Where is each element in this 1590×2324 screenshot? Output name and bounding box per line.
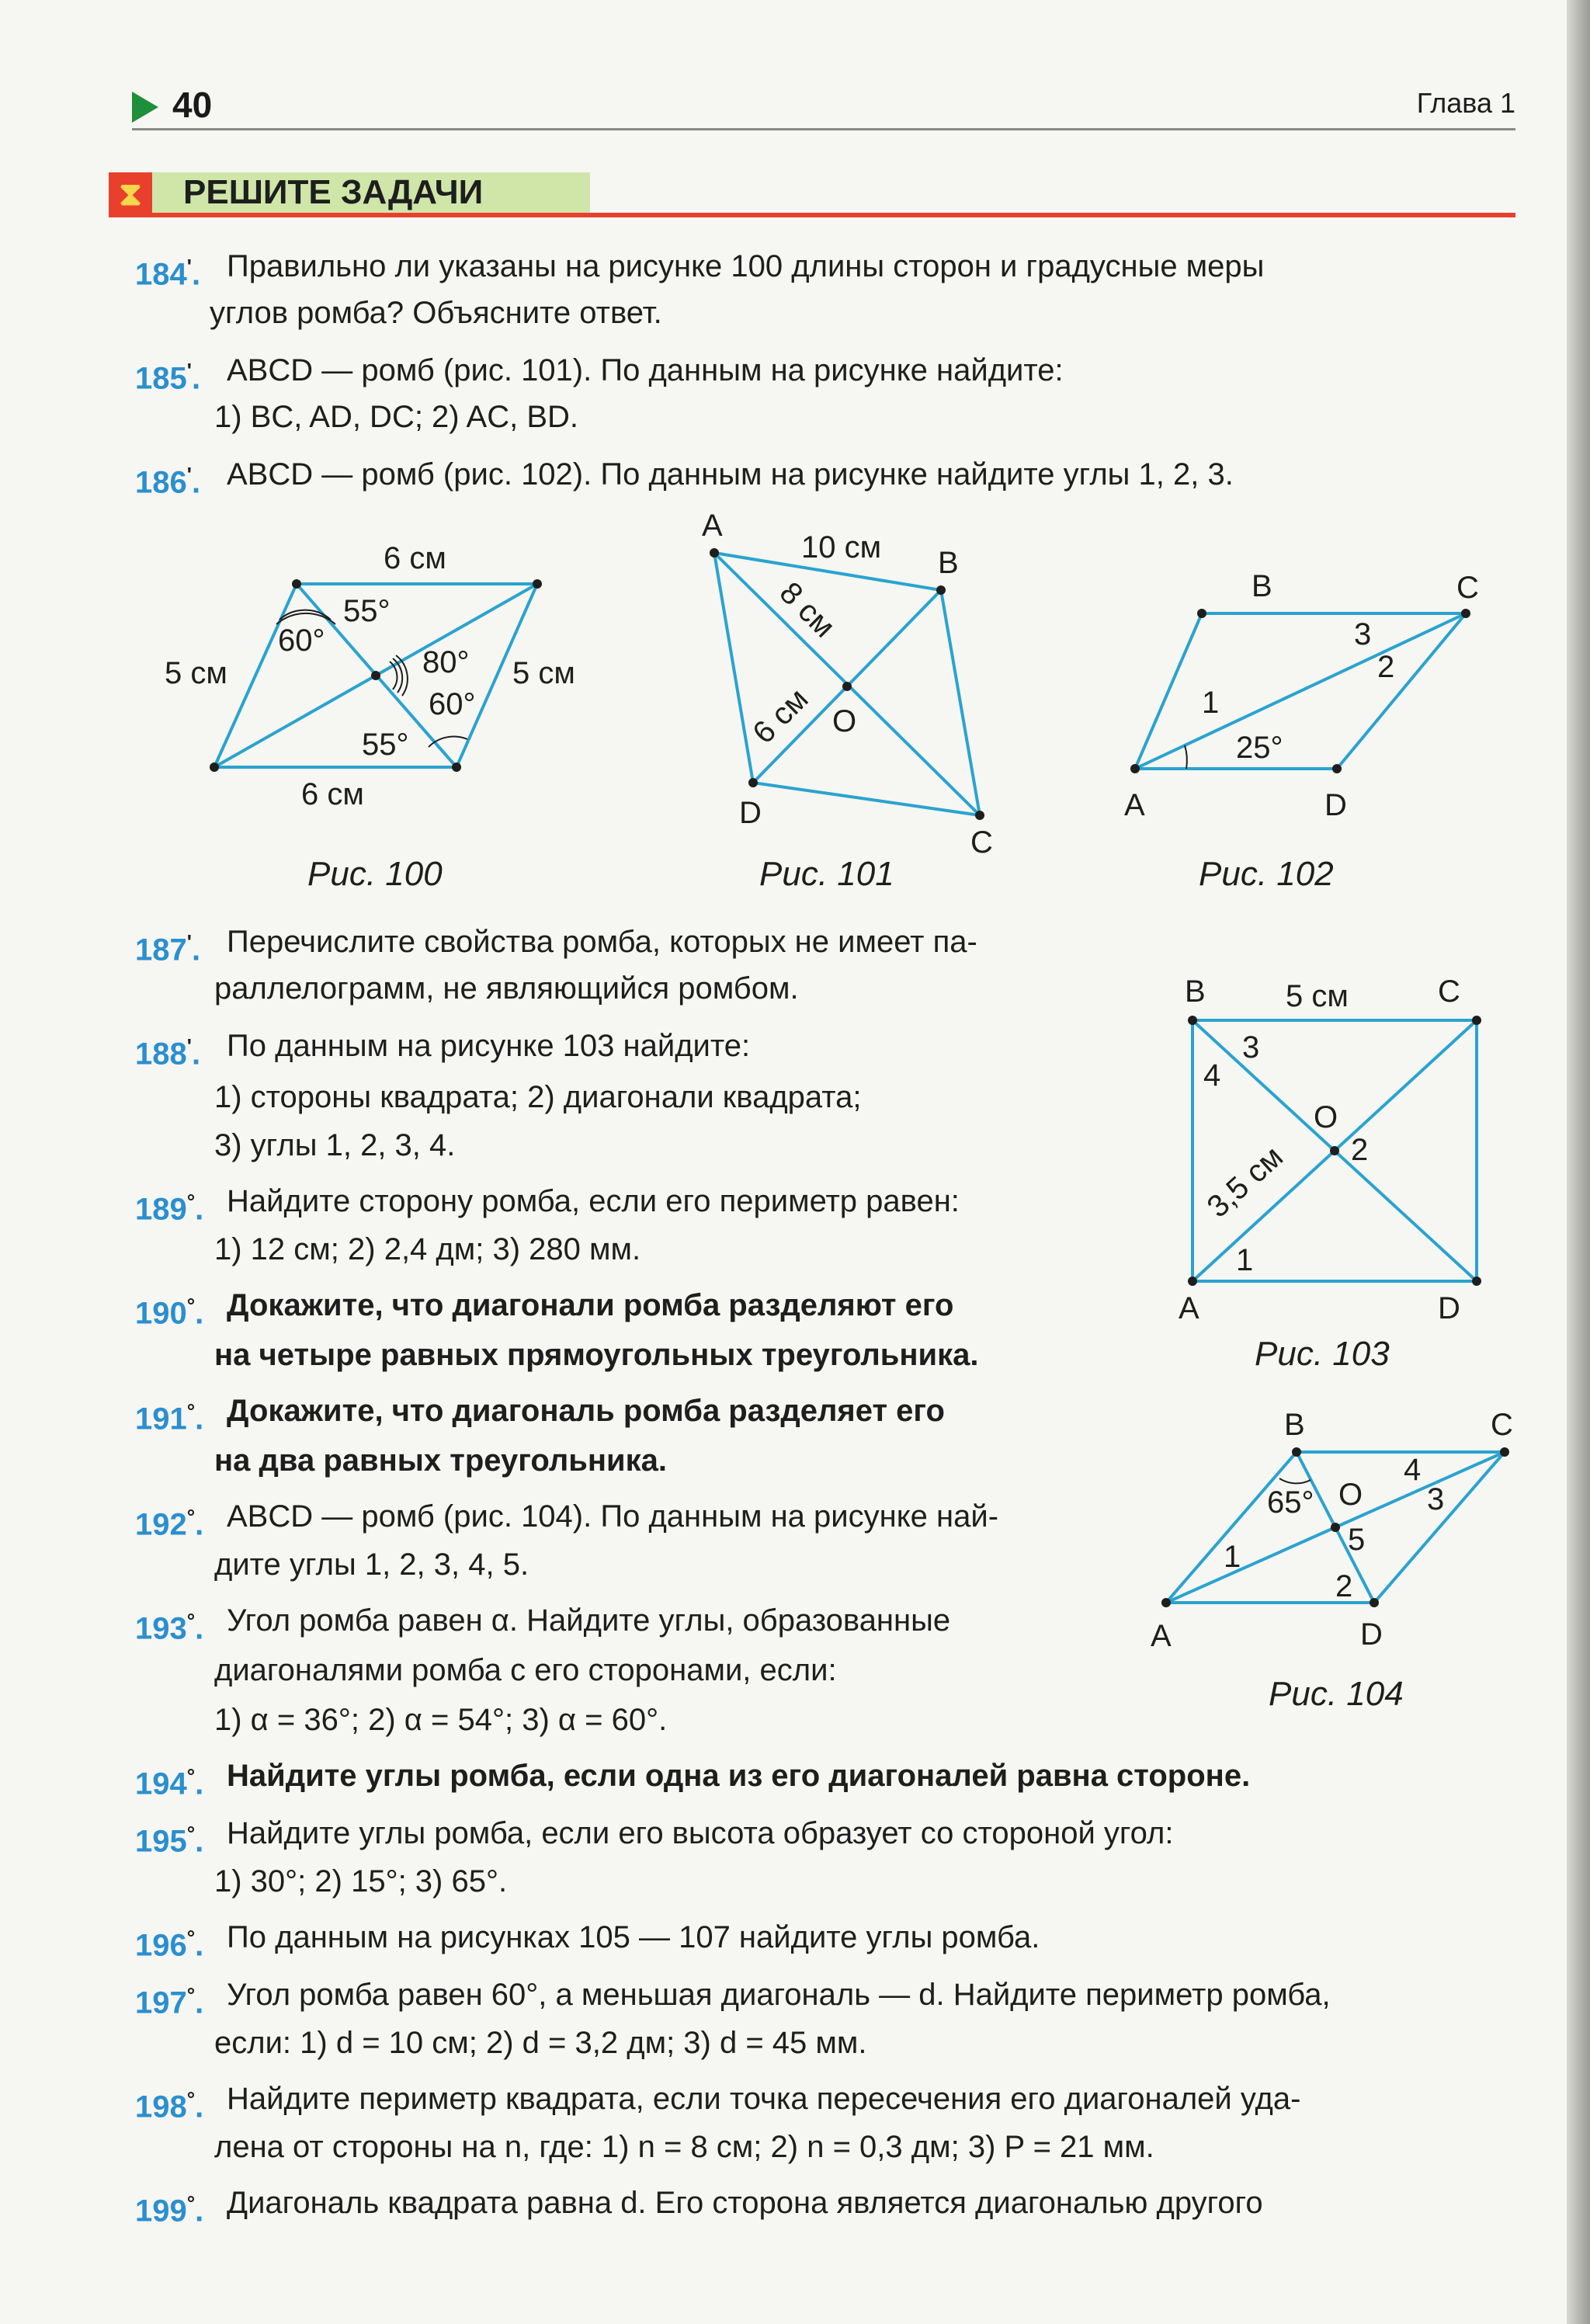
vertex-c: C	[1456, 571, 1479, 605]
vertex-b: B	[938, 546, 959, 580]
problem-line: Правильно ли указаны на рисунке 100 длины сторон и градусные меры	[227, 249, 1265, 283]
problem-line: Докажите, что диагонали ромба разделяют его	[227, 1288, 954, 1322]
hourglass-icon: ⧗	[109, 172, 152, 216]
label-side-bc: 5 см	[1286, 979, 1349, 1013]
problem-number: 194°.	[135, 1764, 204, 1801]
problem-line: 1) BC, AD, DC; 2) AC, BD.	[214, 400, 579, 434]
vertex-a: A	[702, 509, 723, 543]
figure-caption: Рис. 102	[1199, 855, 1334, 893]
label-side-bottom: 6 см	[301, 777, 364, 811]
angle-25: 25°	[1236, 731, 1283, 765]
problem-line: 1) α = 36°; 2) α = 54°; 3) α = 60°.	[214, 1703, 668, 1737]
page-number: 40	[172, 85, 213, 125]
vertex-a: A	[1124, 788, 1145, 822]
problem-number: 193°.	[135, 1609, 204, 1646]
header-rule	[132, 128, 1515, 130]
angle-3: 3	[1354, 617, 1372, 651]
vertex-c: C	[1491, 1408, 1513, 1442]
vertex-a: A	[1151, 1619, 1172, 1653]
angle-1: 1	[1224, 1540, 1241, 1574]
vertex-d: D	[1324, 788, 1347, 822]
label-angle-bottom: 55°	[362, 728, 409, 762]
angle-5: 5	[1348, 1523, 1366, 1557]
label-ao: 8 см	[772, 575, 842, 644]
vertex-b: B	[1284, 1408, 1305, 1442]
problem-line: По данным на рисунке 103 найдите:	[227, 1029, 751, 1063]
problem-number: 196°.	[135, 1926, 204, 1963]
problem-line: Угол ромба равен α. Найдите углы, образованные	[227, 1603, 951, 1638]
label-angle-center-2: 60°	[429, 687, 476, 721]
vertex-b: B	[1185, 974, 1206, 1009]
problem-line: 1) стороны квадрата; 2) диагонали квадрата;	[214, 1080, 862, 1114]
figure-100	[155, 528, 637, 908]
figure-104	[1149, 1398, 1522, 1724]
angle-2: 2	[1377, 650, 1395, 684]
chapter-label: Глава 1	[1416, 87, 1515, 119]
problem-line: дите углы 1, 2, 3, 4, 5.	[214, 1548, 529, 1582]
angle-1: 1	[1202, 686, 1220, 720]
problem-line: Перечислите свойства ромба, которых не имеет па-	[227, 925, 977, 959]
problem-line: Найдите сторону ромба, если его периметр равен:	[227, 1184, 960, 1218]
label-side-left: 5 см	[165, 656, 227, 690]
label-ao: 3,5 см	[1200, 1139, 1290, 1225]
angle-65: 65°	[1267, 1485, 1314, 1520]
vertex-d: D	[1438, 1291, 1460, 1325]
problem-line: углов ромба? Объясните ответ.	[210, 296, 662, 330]
problem-number: 199°.	[135, 2191, 204, 2228]
problem-line: 3) углы 1, 2, 3, 4.	[214, 1128, 456, 1162]
vertex-o: O	[832, 704, 857, 738]
figure-101	[668, 505, 1025, 908]
vertex-c: C	[1438, 974, 1460, 1009]
figure-caption: Рис. 104	[1269, 1675, 1404, 1713]
problem-line: Угол ромба равен 60°, а меньшая диагональ — d. Найдите периметр ромба,	[227, 1978, 1331, 2012]
problem-line: Найдите периметр квадрата, если точка пересечения его диагоналей уда-	[227, 2082, 1301, 2116]
angle-4: 4	[1203, 1058, 1221, 1093]
problem-number: 191°.	[135, 1399, 204, 1436]
angle-1: 1	[1236, 1243, 1254, 1277]
problem-line: на два равных треугольника.	[214, 1443, 667, 1478]
figure-caption: Рис. 101	[759, 855, 894, 893]
page-marker-icon	[132, 92, 158, 123]
problem-line: ABCD — ромб (рис. 104). По данным на рисунке най-	[227, 1499, 999, 1534]
vertex-a: A	[1179, 1291, 1199, 1325]
problem-number: 187'.	[135, 930, 201, 967]
angle-3: 3	[1242, 1030, 1260, 1065]
problem-line: на четыре равных прямоугольных треугольника.	[214, 1338, 979, 1372]
problem-line: ABCD — ромб (рис. 101). По данным на рисунке найдите:	[227, 353, 1064, 387]
problem-line: По данным на рисунках 105 — 107 найдите углы ромба.	[227, 1920, 1040, 1954]
label-do: 6 см	[746, 682, 815, 751]
problem-number: 192°.	[135, 1505, 204, 1542]
figure-102	[1102, 559, 1506, 908]
angle-3: 3	[1427, 1482, 1445, 1516]
problem-line: ABCD — ромб (рис. 102). По данным на рисунке найдите углы 1, 2, 3.	[227, 457, 1234, 492]
label-side-ab: 10 см	[801, 530, 882, 564]
angle-2: 2	[1335, 1569, 1353, 1603]
problem-line: Найдите углы ромба, если его высота образует со стороной угол:	[227, 1816, 1174, 1850]
label-angle-center: 80°	[422, 645, 470, 679]
label-angle-left: 60°	[278, 624, 325, 658]
angle-2: 2	[1351, 1133, 1369, 1167]
problem-number: 184'.	[135, 255, 201, 292]
figure-caption: Рис. 103	[1255, 1335, 1390, 1373]
vertex-d: D	[739, 796, 762, 830]
problem-line: Найдите углы ромба, если одна из его диагоналей равна стороне.	[227, 1759, 1251, 1793]
vertex-b: B	[1252, 569, 1272, 603]
angle-4: 4	[1404, 1453, 1422, 1487]
problem-number: 195°.	[135, 1822, 204, 1859]
figure-103	[1165, 971, 1506, 1390]
problem-number: 197°.	[135, 1983, 204, 2020]
problem-line: 1) 12 см; 2) 2,4 дм; 3) 280 мм.	[214, 1232, 641, 1266]
problem-line: Диагональ квадрата равна d. Его сторона является диагональю другого	[227, 2186, 1263, 2220]
problem-number: 185'.	[135, 359, 201, 396]
problem-line: диагоналями ромба с его сторонами, если:	[214, 1653, 837, 1687]
vertex-o: O	[1338, 1478, 1363, 1512]
page-edge	[1567, 0, 1590, 2324]
problem-line: Докажите, что диагональ ромба разделяет его	[227, 1394, 945, 1428]
problem-line: раллелограмм, не являющийся ромбом.	[214, 971, 799, 1006]
label-angle-top: 55°	[343, 594, 391, 628]
problem-line: 1) 30°; 2) 15°; 3) 65°.	[214, 1864, 508, 1898]
vertex-o: O	[1314, 1100, 1338, 1134]
problem-line: если: 1) d = 10 см; 2) d = 3,2 дм; 3) d = 45 мм.	[214, 2026, 867, 2060]
section-title: РЕШИТЕ ЗАДАЧИ	[183, 173, 484, 211]
label-side-top: 6 см	[384, 541, 446, 575]
problem-number: 189°.	[135, 1190, 204, 1227]
label-side-right: 5 см	[512, 656, 575, 690]
problem-number: 188'.	[135, 1034, 201, 1072]
figure-caption: Рис. 100	[307, 855, 443, 893]
problem-number: 198°.	[135, 2087, 204, 2124]
vertex-d: D	[1360, 1617, 1383, 1652]
vertex-c: C	[970, 825, 993, 860]
problem-number: 190°.	[135, 1294, 204, 1331]
problem-line: лена от стороны на n, где: 1) n = 8 см; 2) n = 0,3 дм; 3) P = 21 мм.	[214, 2130, 1154, 2164]
problem-number: 186'.	[135, 463, 201, 500]
section-rule	[109, 213, 1515, 217]
